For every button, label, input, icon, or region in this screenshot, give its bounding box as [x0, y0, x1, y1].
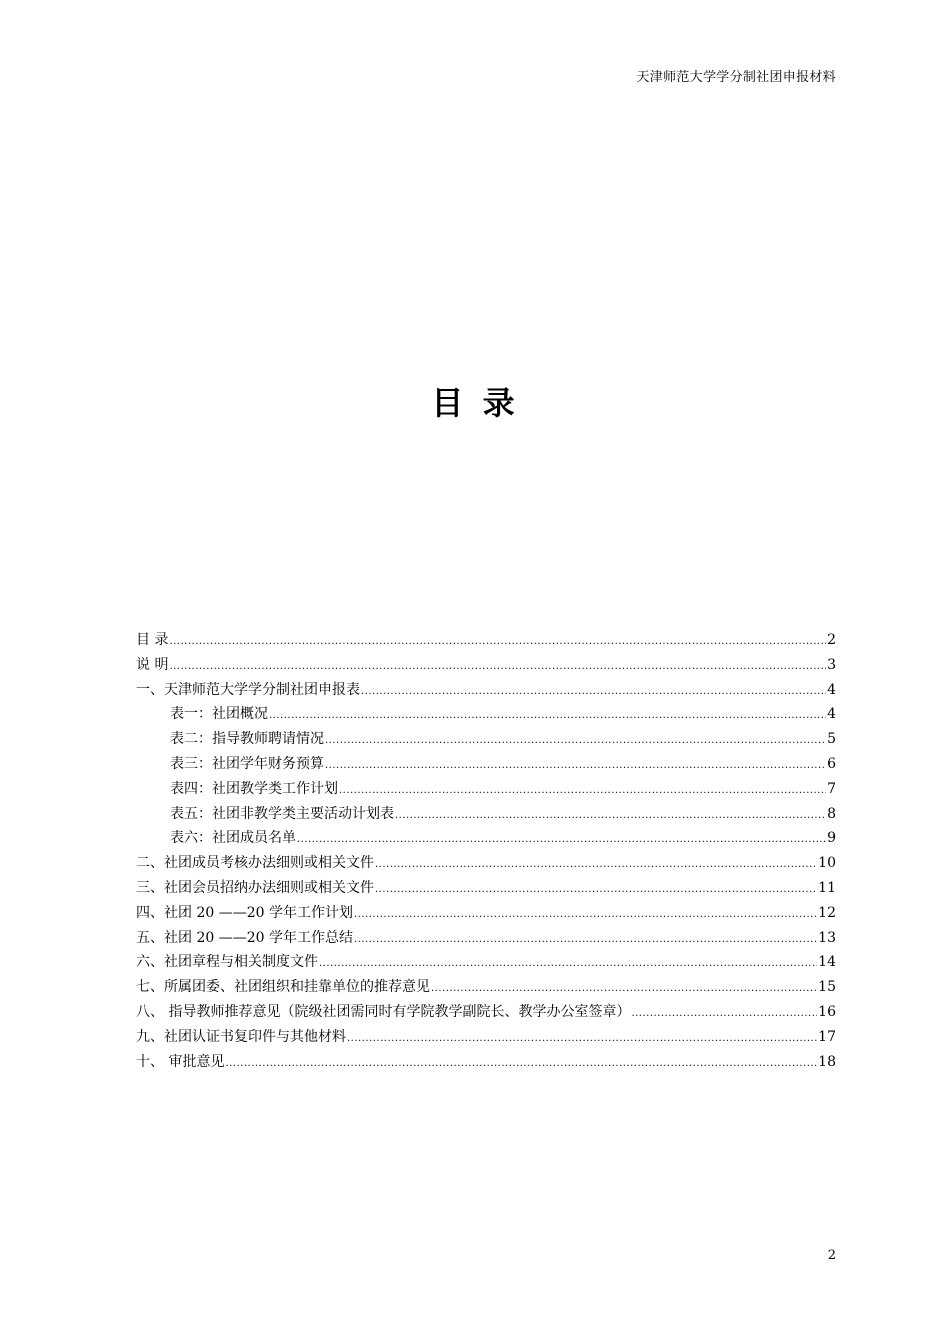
toc-entry[interactable] — [136, 950, 836, 975]
toc-entry-label: 七、所属团委、社团组织和挂靠单位的推荐意见 — [136, 979, 430, 996]
toc-dot-leader — [354, 928, 817, 953]
toc-entry-page: 8 — [827, 805, 836, 822]
toc-dot-leader — [347, 1027, 817, 1052]
toc-dot-leader — [319, 952, 817, 977]
page-number: 2 — [827, 1248, 836, 1263]
toc-dot-leader — [325, 729, 826, 754]
toc-dot-leader — [325, 754, 826, 779]
toc-entry[interactable] — [136, 1000, 836, 1025]
toc-entry-label: 八、 指导教师推荐意见（院级社团需同时有学院教学副院长、教学办公室签章） — [136, 1003, 631, 1020]
toc-entry-page: 14 — [818, 954, 836, 971]
toc-entry[interactable] — [136, 777, 836, 802]
toc-entry[interactable] — [136, 802, 836, 827]
toc-entry[interactable] — [136, 826, 836, 851]
toc-entry-label: 表六：社团成员名单 — [170, 830, 296, 847]
toc-entry-page: 9 — [827, 830, 836, 847]
toc-dot-leader — [225, 1052, 817, 1077]
toc-entry-label: 表二：指导教师聘请情况 — [170, 731, 324, 748]
toc-dot-leader — [354, 903, 817, 928]
running-header: 天津师范大学学分制社团申报材料 — [636, 70, 836, 85]
toc-entry[interactable] — [136, 653, 836, 678]
toc-entry-page: 4 — [827, 706, 836, 723]
toc-entry-page: 3 — [827, 656, 836, 673]
toc-dot-leader — [375, 878, 817, 903]
toc-dot-leader — [361, 680, 826, 705]
toc-entry-label: 表一：社团概况 — [170, 706, 268, 723]
toc-entry[interactable] — [136, 876, 836, 901]
toc-entry-page: 2 — [827, 632, 836, 648]
toc-dot-leader — [169, 630, 826, 655]
toc-dot-leader — [269, 704, 826, 729]
toc-entry-page: 17 — [818, 1028, 836, 1045]
toc-entry-page: 10 — [818, 855, 836, 872]
toc-dot-leader — [297, 828, 826, 853]
toc-dot-leader — [395, 804, 826, 829]
toc-entry[interactable] — [136, 901, 836, 926]
toc-entry-page: 11 — [818, 879, 836, 896]
toc-entry-page: 18 — [818, 1053, 836, 1070]
toc-entry[interactable] — [136, 752, 836, 777]
toc-entry-page: 6 — [827, 755, 836, 772]
toc-entry-label: 说 明 — [136, 656, 169, 673]
toc-entry-label: 十、 审批意见 — [136, 1053, 225, 1070]
toc-entry-label: 四、社团 20 ——20 学年工作计划 — [136, 904, 353, 921]
toc-entry-label: 目 录 — [136, 632, 169, 648]
table-of-contents — [136, 628, 836, 1074]
toc-entry-label: 一、天津师范大学学分制社团申报表 — [136, 681, 360, 698]
toc-entry-page: 16 — [818, 1003, 836, 1020]
toc-entry-label: 五、社团 20 ——20 学年工作总结 — [136, 929, 353, 946]
toc-entry[interactable] — [136, 926, 836, 951]
toc-dot-leader — [431, 977, 817, 1002]
toc-entry-page: 15 — [818, 979, 836, 996]
toc-entry-page: 4 — [827, 681, 836, 698]
toc-entry[interactable] — [136, 678, 836, 703]
toc-entry[interactable] — [136, 975, 836, 1000]
toc-entry-label: 二、社团成员考核办法细则或相关文件 — [136, 855, 374, 872]
toc-entry[interactable] — [136, 1025, 836, 1050]
toc-entry-label: 三、社团会员招纳办法细则或相关文件 — [136, 879, 374, 896]
toc-dot-leader — [339, 779, 826, 804]
toc-entry-label: 表五：社团非教学类主要活动计划表 — [170, 805, 394, 822]
toc-entry-label: 表四：社团教学类工作计划 — [170, 780, 338, 797]
toc-entry-page: 5 — [827, 731, 836, 748]
toc-entry[interactable] — [136, 851, 836, 876]
toc-dot-leader — [169, 655, 826, 680]
toc-entry-page: 13 — [818, 929, 836, 946]
toc-entry-label: 九、社团认证书复印件与其他材料 — [136, 1028, 346, 1045]
toc-entry-page: 12 — [818, 904, 836, 921]
toc-entry[interactable] — [136, 628, 836, 653]
page-title: 目 录 — [431, 384, 519, 422]
toc-entry[interactable] — [136, 727, 836, 752]
toc-entry[interactable] — [136, 1050, 836, 1075]
toc-entry-label: 六、社团章程与相关制度文件 — [136, 954, 318, 971]
toc-entry[interactable] — [136, 702, 836, 727]
toc-entry-label: 表三：社团学年财务预算 — [170, 755, 324, 772]
toc-dot-leader — [631, 1002, 817, 1027]
toc-entry-page: 7 — [827, 780, 836, 797]
toc-dot-leader — [375, 853, 817, 878]
